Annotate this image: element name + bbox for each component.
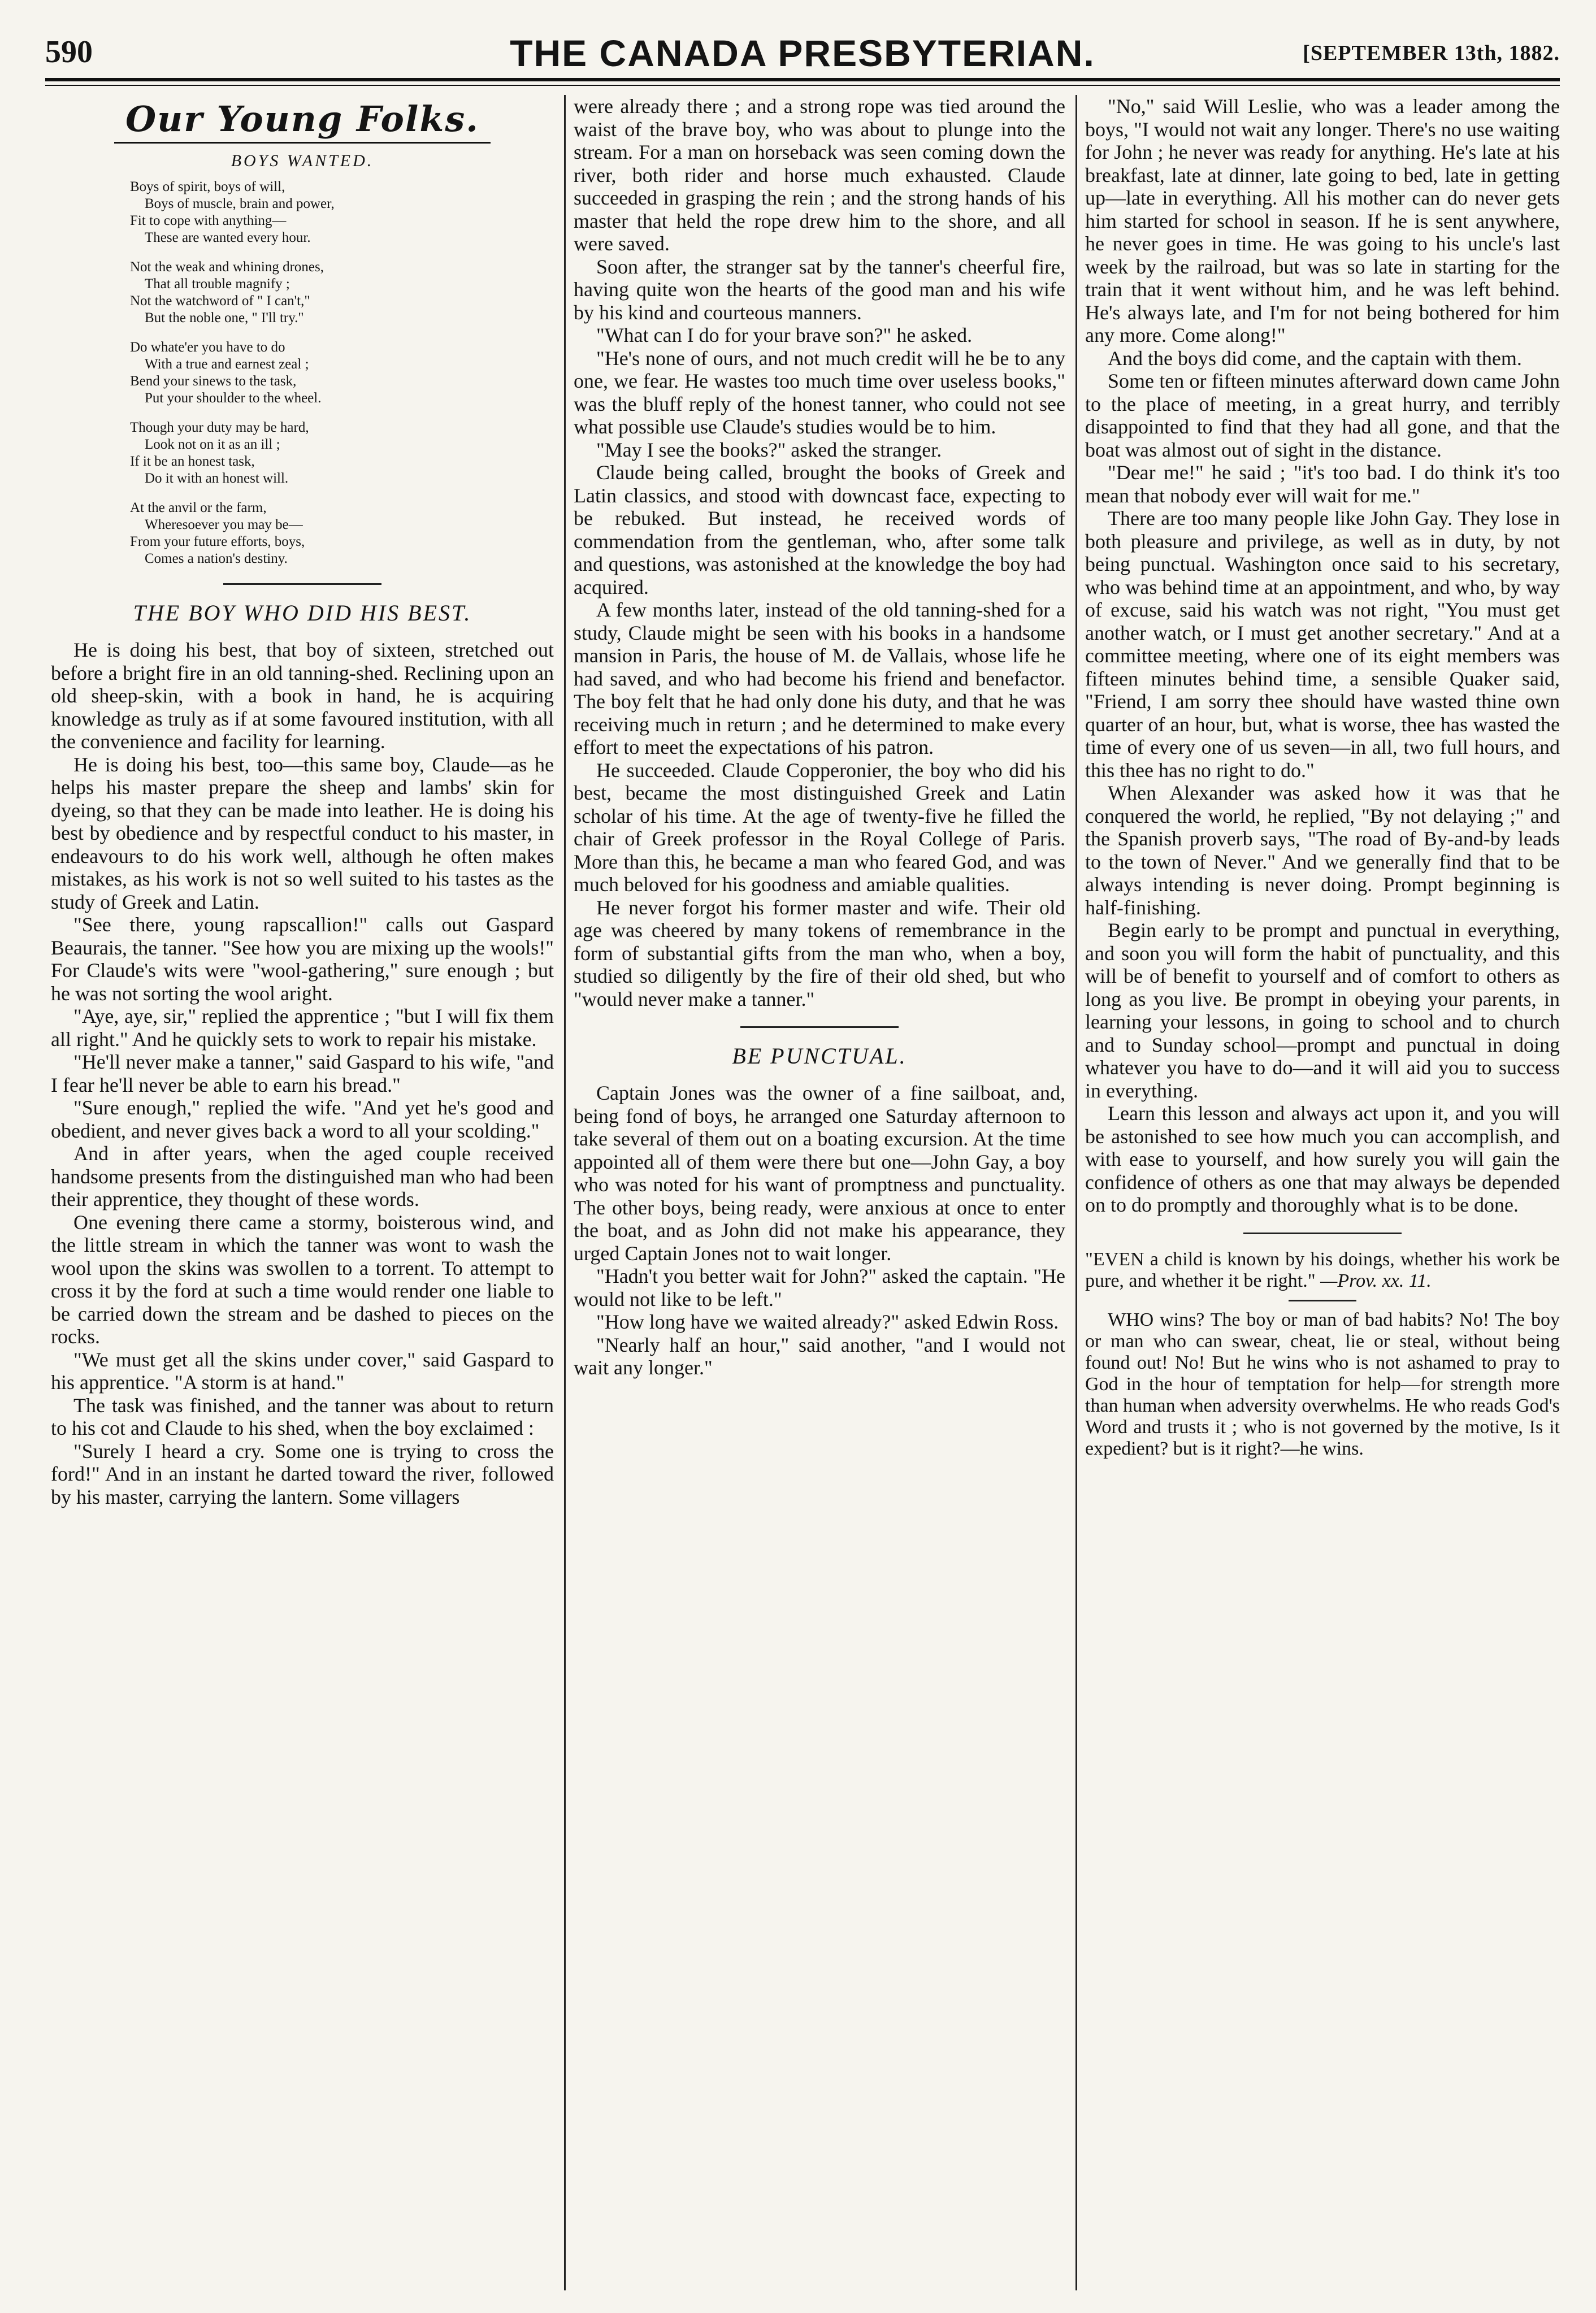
poem-line: Put your shoulder to the wheel. <box>145 390 322 406</box>
poem-line: Boys of muscle, brain and power, <box>145 196 335 211</box>
poem-line: Not the watchword of " I can't," <box>130 293 310 309</box>
poem-line: At the anvil or the farm, <box>130 500 267 515</box>
poem-stanza <box>130 419 554 487</box>
paragraph: "Nearly half an hour," said another, "and I would not wait any longer." <box>574 1333 1065 1379</box>
paragraph: A few months later, instead of the old tanning-shed for a study, Claude might be seen with his books in a handsome mansion in Paris, the house of M. de Vallais, whose life he had saved, and who had become his friend and benefactor. The boy felt that he had only done his duty, and that he was receiving much in return ; and he determined to make every effort to meet the expectations of his patron. <box>574 598 1065 758</box>
poem-line: Wheresoever you may be— <box>145 517 303 532</box>
paragraph: And the boys did come, and the captain with them. <box>1108 346 1522 370</box>
poem-line: Though your duty may be hard, <box>130 420 309 435</box>
divider <box>1243 1233 1402 1234</box>
paragraph: Claude being called, brought the books of Greek and Latin classics, and stood with downcast face, expecting to be rebuked. But instead, he received words of commendation from the gentleman, who, after some talk and questions, was astonished at the knowledge the boy had acquired. <box>574 461 1065 598</box>
paragraph: One evening there came a stormy, boisterous wind, and the little stream in which the tanner was wont to wash the wool upon the skins was swollen to a torrent. To attempt to cross it by the ford at such a time would render one liable to be carried down the stream and be dashed to pieces on the rocks. <box>51 1210 554 1348</box>
poem-line: Do whate'er you have to do <box>130 340 285 355</box>
poem-line: Not the weak and whining drones, <box>130 259 324 275</box>
paragraph: Soon after, the stranger sat by the tanner's cheerful fire, having quite won the hearts of the good man and his wife by his kind and courteous manners. <box>574 255 1065 324</box>
story-body <box>51 639 554 1508</box>
column-divider <box>564 95 566 2290</box>
column-3 <box>1085 95 1560 2290</box>
paragraph: "He'll never make a tanner," said Gaspard to his wife, "and I fear he'll never be able to earn his bread." <box>51 1051 554 1096</box>
paragraph: "Sure enough," replied the wife. "And yet he's good and obedient, and never gives back a word to all your scolding." <box>51 1096 554 1142</box>
poem-line: Boys of spirit, boys of will, <box>130 179 285 194</box>
column-2 <box>574 95 1065 2290</box>
divider <box>223 583 381 585</box>
paragraph: WHO wins? The boy or man of bad habits? No! The boy or man who can swear, cheat, lie or steal, without being found out! No! But he wins who is not ashamed to pray to God in the hour of temptation for help—for strength more than human when adversity overwhelms. He who reads God's Word and trusts it ; who is not governed by the motive, Is it expedient? but is it right?—he wins. <box>1085 1309 1560 1459</box>
poem-line: With a true and earnest zeal ; <box>145 357 309 372</box>
poem-line: Bend your sinews to the task, <box>130 374 297 389</box>
header-rule <box>45 78 1560 81</box>
publication-title: THE CANADA PRESBYTERIAN. <box>510 32 1095 74</box>
paragraph: Some ten or fifteen minutes afterward down came John to the place of meeting, in a great hurry, and terribly disappointed to find that they had all gone, and that the boat was almost out of sight in the distance. <box>1085 370 1560 461</box>
paragraph: He succeeded. Claude Copperonier, the boy who did his best, became the most distinguished Greek and Latin scholar of his time. At the age of twenty-five he filled the chair of Greek professor in the Royal College of Paris. More than this, he became a man who feared God, and was much beloved for his goodness and amiable qualities. <box>574 758 1065 896</box>
paragraph: Captain Jones was the owner of a fine sailboat, and, being fond of boys, he arranged one Saturday afternoon to take several of them out on a boating excursion. At the time appointed all of them were there but one—John Gay, a boy who was noted for his want of promptness and punctuality. The other boys, being ready, were anxious at once to enter the boat, and as John did not make his appearance, they urged Captain Jones not to wait longer. <box>574 1082 1065 1265</box>
poem-line: Look not on it as an ill ; <box>145 437 280 452</box>
divider <box>1289 1300 1356 1301</box>
column-divider <box>1075 95 1077 2290</box>
poem-line: These are wanted every hour. <box>145 230 311 245</box>
paragraph: "Dear me!" he said ; "it's too bad. I do think it's too mean that nobody ever will wait for me." <box>1085 461 1560 507</box>
masthead-title: Our Young Folks. <box>114 98 491 144</box>
divider <box>740 1026 899 1028</box>
poem-line: From your future efforts, boys, <box>130 534 305 549</box>
paragraph: When Alexander was asked how it was that he conquered the world, he replied, "By not delaying ;" and the Spanish proverb says, "The road of By-and-by leads to the town of Never." And we generally find that to be always intending is never doing. Prompt beginning is half-finishing. <box>1085 782 1560 919</box>
poem-line: But the noble one, " I'll try." <box>145 310 304 326</box>
paragraph: "How long have we waited already?" asked Edwin Ross. <box>596 1310 1059 1333</box>
page-number: 590 <box>45 34 93 70</box>
section-masthead <box>51 98 554 144</box>
quote-text: "EVEN a child is known by his doings, whether his work be pure, and whether it be right." <box>1085 1248 1560 1291</box>
poem <box>51 179 554 567</box>
paragraph: "No," said Will Leslie, who was a leader among the boys, "I would not wait any longer. There's no use waiting for John ; he never was ready for anything. He's late at his breakfast, late at dinner, late going to bed, late in getting up—late in everything. All his mother can do never gets him started for school in season. If he is sent anywhere, he never goes in time. He was going to his uncle's last week by the railroad, but was so late in starting for the train that it went without him, and he was left behind. He's always late, and I'm for not being bothered for him any more. Come along!" <box>1085 95 1560 346</box>
paragraph: "Hadn't you better wait for John?" asked the captain. "He would not like to be left." <box>574 1265 1065 1310</box>
closing-paragraph <box>1085 1309 1560 1460</box>
column-1 <box>51 95 554 2290</box>
punctual-continuation <box>1085 95 1560 1217</box>
section-title-punctual: BE PUNCTUAL. <box>732 1043 907 1069</box>
poem-stanza <box>130 259 554 327</box>
poem-line: If it be an honest task, <box>130 454 255 469</box>
story-continuation <box>574 95 1065 1010</box>
quote-citation: —Prov. xx. 11. <box>1320 1270 1432 1291</box>
story-title: THE BOY WHO DID HIS BEST. <box>133 600 472 626</box>
paragraph: "What can I do for your brave son?" he asked. <box>596 324 973 346</box>
paragraph: He never forgot his former master and wife. Their old age was cheered by many tokens of remembrance in the form of substantial gifts from the man who, when a boy, studied so diligently by the fire of their old shed, but who "would never make a tanner." <box>574 896 1065 1010</box>
paragraph: "May I see the books?" asked the stranger. <box>596 438 942 461</box>
paragraph: "Aye, aye, sir," replied the apprentice ; "but I will fix them all right." And he quickly sets to work to repair his mistake. <box>51 1005 554 1051</box>
poem-stanza <box>130 179 554 246</box>
paragraph: And in after years, when the aged couple received handsome presents from the distinguished man who had been their apprentice, they thought of these words. <box>51 1142 554 1210</box>
poem-line: That all trouble magnify ; <box>145 276 290 292</box>
paragraph: "He's none of ours, and not much credit will he be to any one, we fear. He wastes too much time over useless books," was the bluff reply of the honest tanner, who could not see what possible use Claude's studies would be to him. <box>574 346 1065 438</box>
paragraph: Begin early to be prompt and punctual in everything, and soon you will form the habit of punctuality, and this will be of benefit to yourself and of comfort to others as long as you live. Be prompt in obeying your parents, in learning your lessons, in going to school and to church and to Sunday school—prompt and punctual in doing whatever you have to do—and it will aid you to success in everything. <box>1085 919 1560 1102</box>
paragraph: He is doing his best, too—this same boy, Claude—as he helps his master prepare the sheep and lambs' skin for dyeing, so that they can be made into leather. He is doing his best by obedience and by respectful conduct to his master, in endeavours to do his work well, although he often makes mistakes, as his work is not so well suited to his tastes as the study of Greek and Latin. <box>51 753 554 913</box>
paragraph: Learn this lesson and always act upon it, and you will be astonished to see how much you can accomplish, and with ease to yourself, and how surely you will gain the confidence of others as one that may always be depended on to do promptly and thoroughly what is to be done. <box>1085 1102 1560 1216</box>
paragraph: "We must get all the skins under cover," said Gaspard to his apprentice. "A storm is at hand." <box>51 1348 554 1394</box>
punctual-body <box>574 1082 1065 1379</box>
poem-stanza <box>130 500 554 567</box>
header-rule-thin <box>45 85 1560 86</box>
poem-stanza <box>130 339 554 407</box>
paragraph: "See there, young rapscallion!" calls out Gaspard Beaurais, the tanner. "See how you are mixing up the wools!" For Claude's wits were "wool-gathering," sure enough ; but he was not sorting the wool aright. <box>51 913 554 1005</box>
scripture-quote <box>1085 1249 1560 1292</box>
paragraph: The task was finished, and the tanner was about to return to his cot and Claude to his shed, when the boy exclaimed : <box>51 1394 554 1439</box>
poem-title: BOYS WANTED. <box>231 151 374 170</box>
issue-date: [SEPTEMBER 13th, 1882. <box>1303 41 1560 65</box>
paragraph: were already there ; and a strong rope was tied around the waist of the brave boy, who was about to plunge into the stream. For a man on horseback was seen coming down the river, both rider and horse much exhausted. Claude succeeded in grasping the rein ; and the strong hands of his master that held the rope drew him to the shore, and all were saved. <box>574 95 1065 255</box>
poem-line: Fit to cope with anything— <box>130 213 287 228</box>
paragraph: "Surely I heard a cry. Some one is trying to cross the ford!" And in an instant he darted toward the river, followed by his master, carrying the lantern. Some villagers <box>51 1439 554 1508</box>
paragraph: He is doing his best, that boy of sixteen, stretched out before a bright fire in an old tanning-shed. Reclining upon an old sheep-skin, with a book in hand, he is acquiring knowledge as truly as if at some favoured institution, with all the convenience and facility for learning. <box>51 639 554 753</box>
poem-line: Do it with an honest will. <box>145 471 289 486</box>
poem-line: Comes a nation's destiny. <box>145 551 288 566</box>
paragraph: There are too many people like John Gay. They lose in both pleasure and privilege, as well as in duty, by not being punctual. Washington once said to his secretary, who was behind time at an appointment, and who, by way of excuse, said his watch was not right, "You must get another watch, or I must get another secretary." And at a committee meeting, where one of its eight members was fifteen minutes behind time, a sensible Quaker said, "Friend, I am sorry thee should have wasted thine own quarter of an hour, but, what is worse, thee has wasted the time of every one of us seven—in all, two full hours, and this thee has no right to do." <box>1085 507 1560 782</box>
